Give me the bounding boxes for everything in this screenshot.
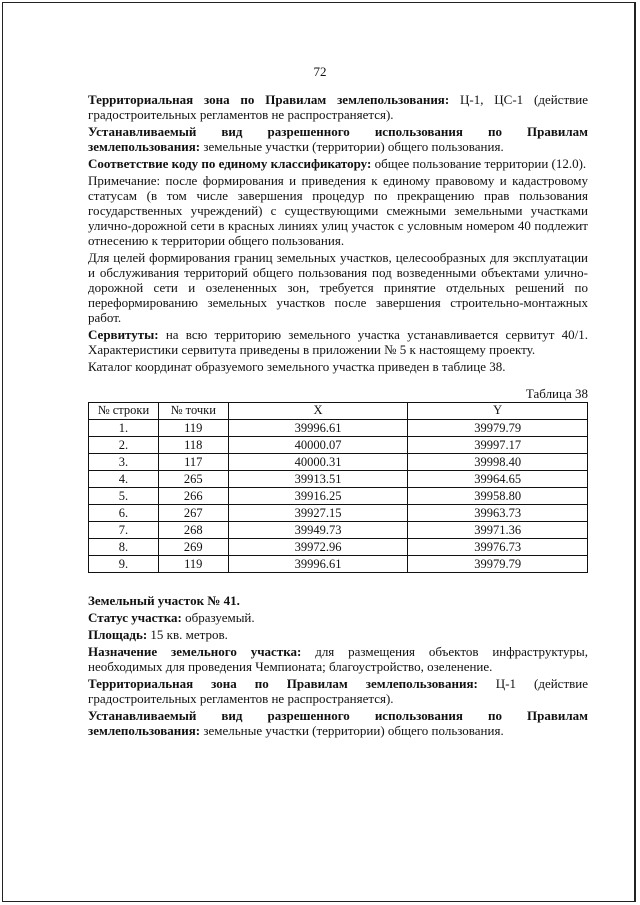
cell-x: 39996.61 <box>228 556 408 573</box>
table-header-row <box>89 403 588 420</box>
code-value: общее пользование территории (12.0). <box>371 156 587 171</box>
cell-point-number: 269 <box>158 539 228 556</box>
cell-y: 39997.17 <box>408 437 588 454</box>
cell-y: 39971.36 <box>408 522 588 539</box>
cell-row-number: 7. <box>89 522 159 539</box>
servitude-value: на всю территорию земельного участка устанавливается сервитут 40/1. Характеристики сервитута приведены в приложении № 5 к настоящему проекту. <box>88 327 588 357</box>
table-row <box>89 471 588 488</box>
cell-x: 39972.96 <box>228 539 408 556</box>
cell-y: 39958.80 <box>408 488 588 505</box>
cell-y: 39964.65 <box>408 471 588 488</box>
table-row <box>89 437 588 454</box>
header-point-number: № точки <box>158 403 228 420</box>
cell-row-number: 8. <box>89 539 159 556</box>
purpose-label: Назначение земельного участка: <box>88 644 302 659</box>
cell-point-number: 117 <box>158 454 228 471</box>
use-label-2: Устанавливаемый вид разрешенного использования по Правилам землепользования: <box>88 708 588 738</box>
cell-x: 39949.73 <box>228 522 408 539</box>
use-value-2: земельные участки (территории) общего пользования. <box>200 723 504 738</box>
code-label: Соответствие коду по единому классификатору: <box>88 156 372 171</box>
cell-y: 39979.79 <box>408 556 588 573</box>
purpose-value: для размещения объектов инфраструктуры, необходимых для проведения Чемпионата; благоустройство, озеленение. <box>88 644 589 674</box>
use-label: Устанавливаемый вид разрешенного использования по Правилам землепользования: <box>88 124 588 154</box>
cell-y: 39979.79 <box>408 420 588 437</box>
plot-title: Земельный участок № 41. <box>88 593 240 608</box>
cell-row-number: 4. <box>89 471 159 488</box>
cell-x: 39927.15 <box>228 505 408 522</box>
table-row <box>89 454 588 471</box>
purpose-paragraph <box>88 644 588 674</box>
cell-point-number: 266 <box>158 488 228 505</box>
note-paragraph-1: Примечание: после формирования и приведения к единому правовому и кадастровому статусам (в том числе завершения процедур по прекращению прав пользования государственных учреждений) с существующими смежными земельными участками улично-дорожной сети в красных линиях улиц участок с условным номером 40 подлежит отнесению к территории общего пользования. <box>88 173 588 248</box>
header-y: Y <box>408 403 588 420</box>
zone-value-2: Ц-1 (действие градостроительных регламентов не распространяется). <box>88 676 588 706</box>
area-paragraph <box>88 627 588 642</box>
table-row <box>89 556 588 573</box>
catalog-paragraph: Каталог координат образуемого земельного участка приведен в таблице 38. <box>88 359 506 374</box>
table-body <box>89 420 588 573</box>
area-label: Площадь: <box>88 627 148 642</box>
plot-title-paragraph <box>88 593 588 608</box>
cell-row-number: 9. <box>89 556 159 573</box>
cell-y: 39963.73 <box>408 505 588 522</box>
status-label: Статус участка: <box>88 610 182 625</box>
servitude-label: Сервитуты: <box>88 327 159 342</box>
cell-row-number: 2. <box>89 437 159 454</box>
use-paragraph-2 <box>88 708 588 738</box>
page-number: 72 <box>313 64 327 79</box>
cell-point-number: 268 <box>158 522 228 539</box>
zone-label: Территориальная зона по Правилам землепользования: <box>88 92 450 107</box>
cell-x: 39913.51 <box>228 471 408 488</box>
cell-y: 39976.73 <box>408 539 588 556</box>
cell-row-number: 1. <box>89 420 159 437</box>
use-paragraph <box>88 124 588 154</box>
status-value: образуемый. <box>181 610 255 625</box>
code-paragraph <box>88 156 588 171</box>
header-x: X <box>228 403 408 420</box>
cell-point-number: 267 <box>158 505 228 522</box>
cell-x: 39996.61 <box>228 420 408 437</box>
cell-row-number: 6. <box>89 505 159 522</box>
header-row-number: № строки <box>89 403 159 420</box>
zone-paragraph <box>88 92 588 122</box>
cell-point-number: 118 <box>158 437 228 454</box>
table-row <box>89 522 588 539</box>
cell-row-number: 5. <box>89 488 159 505</box>
area-value: 15 кв. метров. <box>147 627 228 642</box>
table-row <box>89 488 588 505</box>
document-body <box>88 92 588 740</box>
cell-point-number: 119 <box>158 556 228 573</box>
table-caption: Таблица 38 <box>525 386 588 401</box>
use-value: земельные участки (территории) общего пользования. <box>200 139 504 154</box>
cell-y: 39998.40 <box>408 454 588 471</box>
table-row <box>89 539 588 556</box>
cell-x: 40000.31 <box>228 454 408 471</box>
coordinates-table <box>88 402 588 573</box>
cell-row-number: 3. <box>89 454 159 471</box>
cell-x: 39916.25 <box>228 488 408 505</box>
table-row <box>89 420 588 437</box>
cell-x: 40000.07 <box>228 437 408 454</box>
table-row <box>89 505 588 522</box>
zone-value: Ц-1, ЦС-1 (действие градостроительных регламентов не распространяется). <box>88 92 588 122</box>
note-paragraph-2: Для целей формирования границ земельных участков, целесообразных для эксплуатации и обслуживания территорий общего пользования под возведенными объектами улично-дорожной сети и озелененных зон, требуется принятие отдельных решений по переформированию земельных участков после завершения строительно-монтажных работ. <box>88 250 588 325</box>
servitude-paragraph <box>88 327 588 357</box>
cell-point-number: 265 <box>158 471 228 488</box>
cell-point-number: 119 <box>158 420 228 437</box>
status-paragraph <box>88 610 588 625</box>
zone-paragraph-2 <box>88 676 588 706</box>
zone-label-2: Территориальная зона по Правилам землепользования: <box>88 676 478 691</box>
